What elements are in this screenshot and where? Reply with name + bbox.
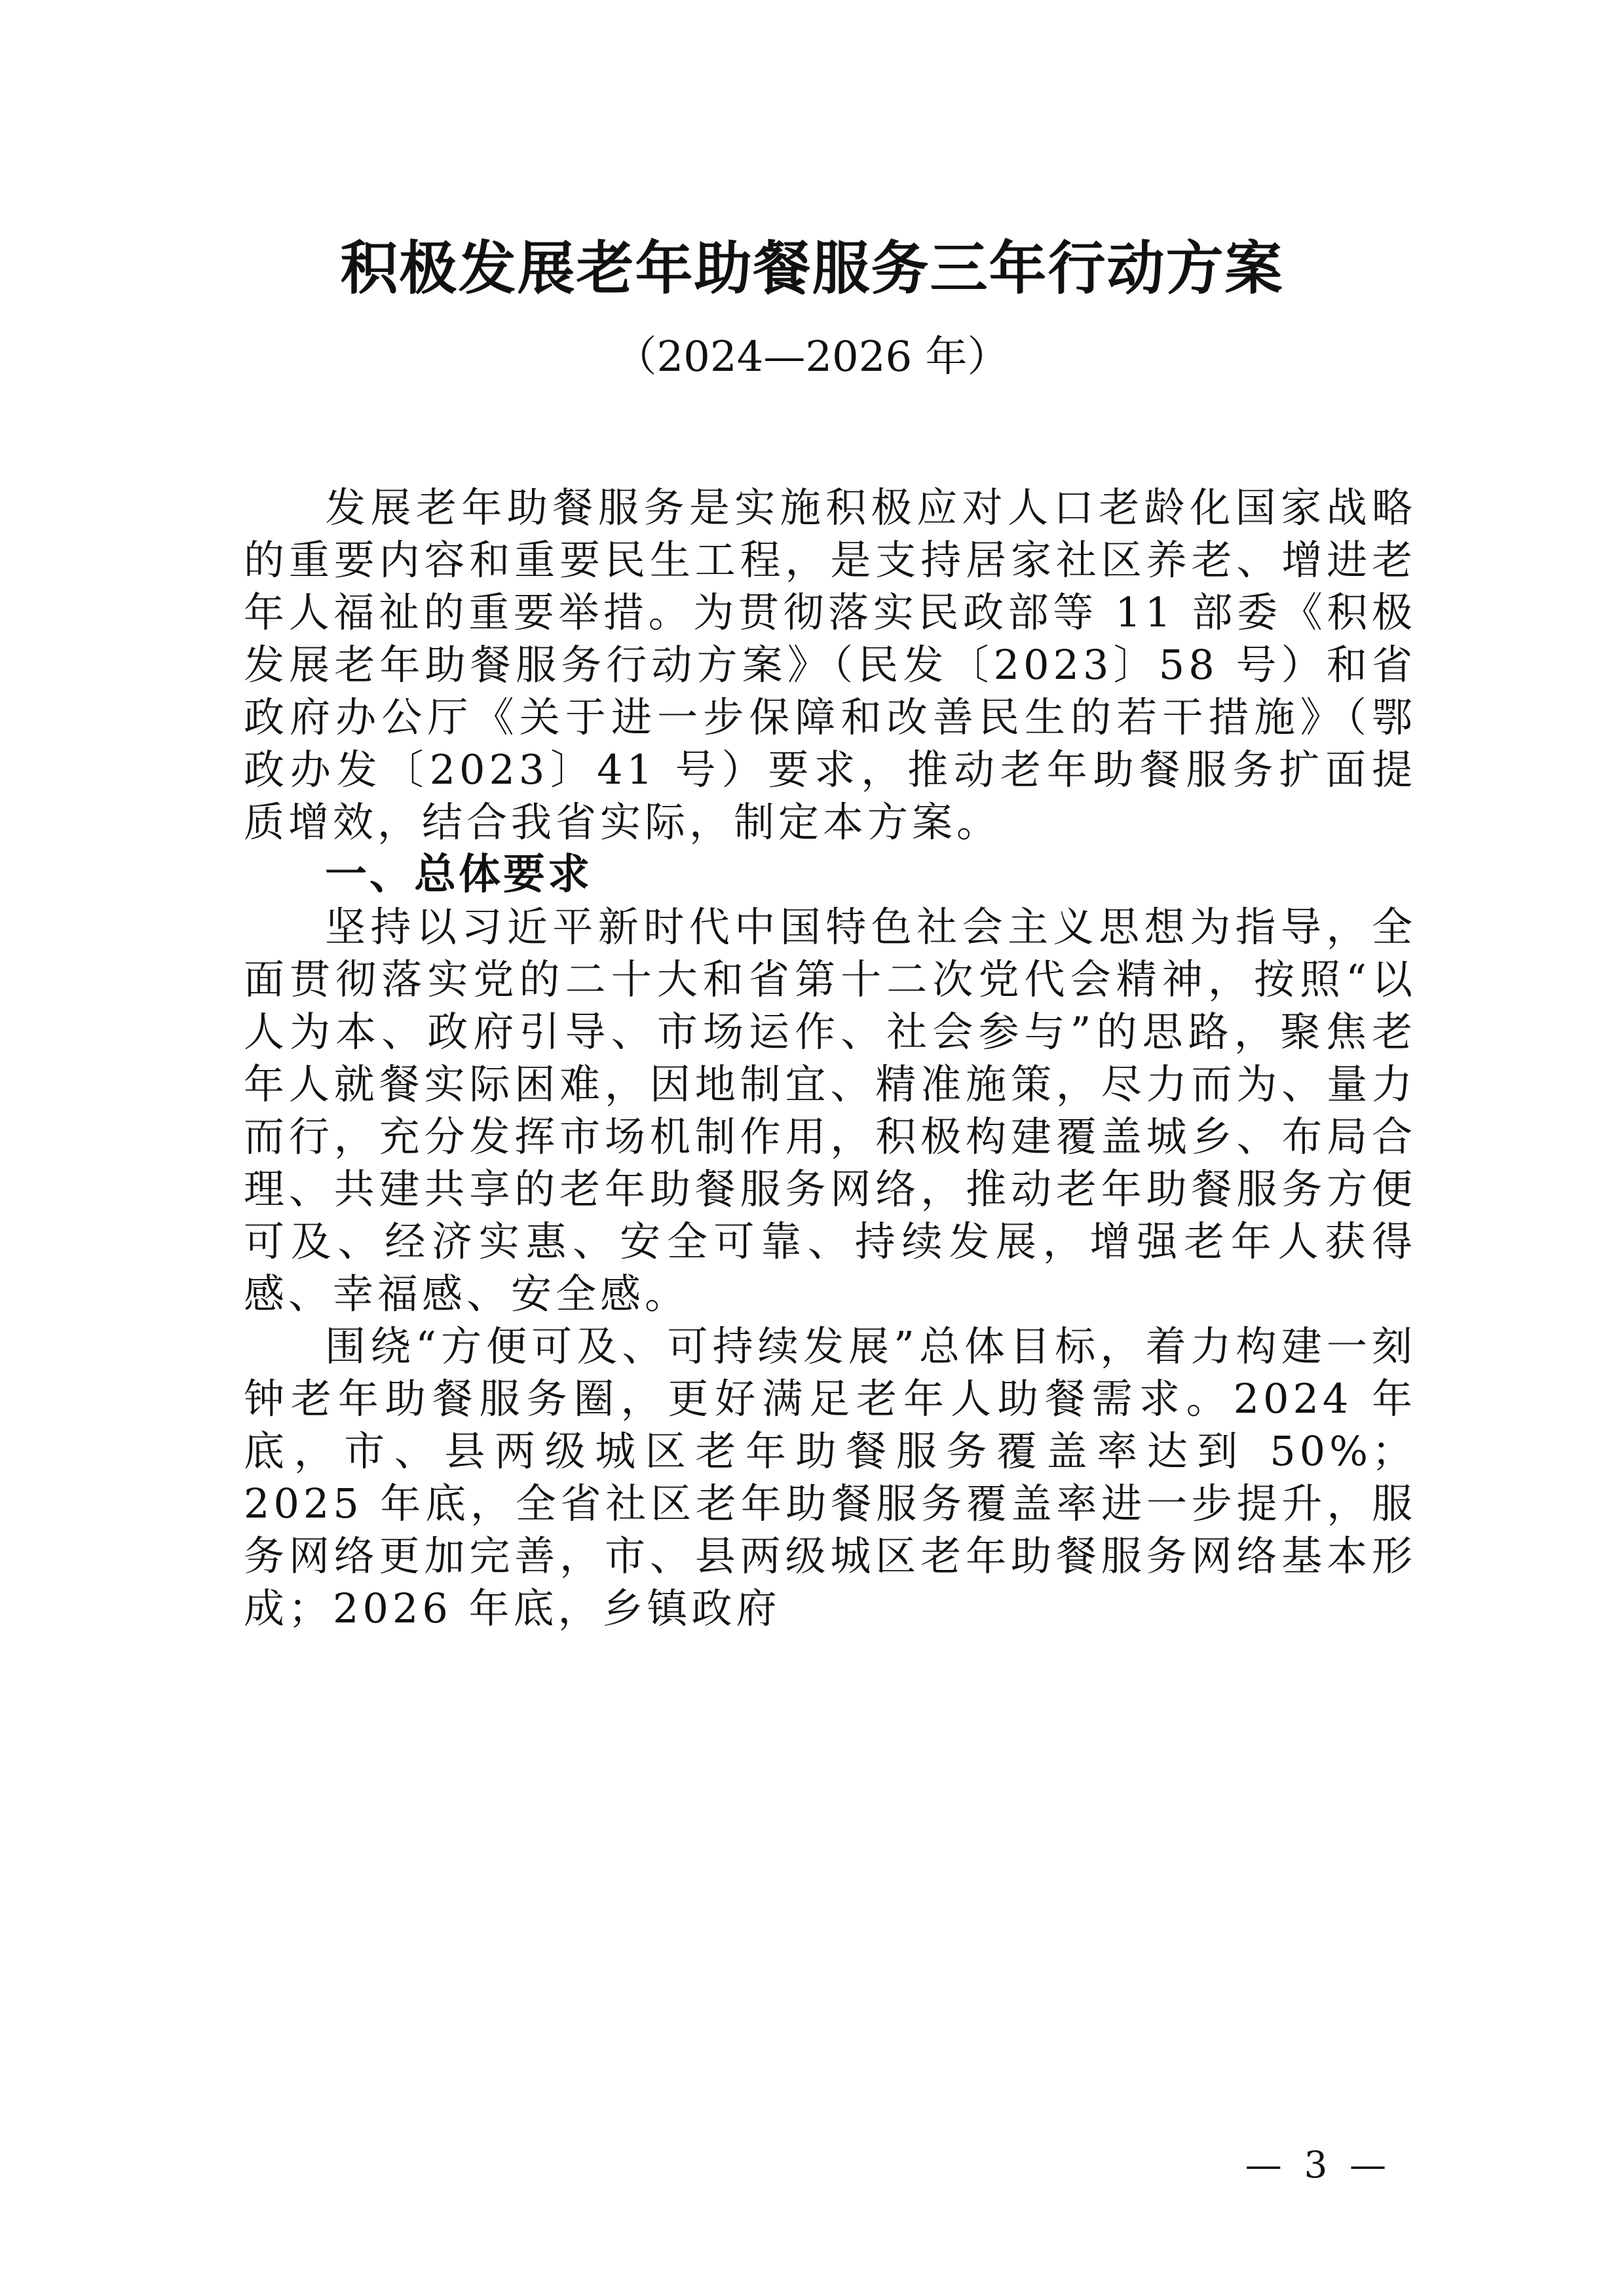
guiding-principle-paragraph: 坚持以习近平新时代中国特色社会主义思想为指导，全面贯彻落实党的二十大和省第十二次党代会精神，按照“以人为本、政府引导、市场运作、社会参与”的思路，聚焦老年人就餐实际困难，因地制宜、精准施策，尽力而为、量力而行，充分发挥市场机制作用，积极构建覆盖城乡、布局合理、共建共享的老年助餐服务网络，推动老年助餐服务方便可及、经济实惠、安全可靠、持续发展，增强老年人获得感、幸福感、安全感。: [244, 903, 1416, 1318]
intro-paragraph: 发展老年助餐服务是实施积极应对人口老龄化国家战略的重要内容和重要民生工程，是支持居家社区养老、增进老年人福祉的重要举措。为贯彻落实民政部等 11 部委《积极发展老年助餐服务行动方案》（民发〔2023〕58 号）和省政府办公厅《关于进一步保障和改善民生的若干措施》（鄂政办发〔2023〕41 号）要求，推动老年助餐服务扩面提质增效，结合我省实际，制定本方案。: [244, 484, 1416, 846]
document-body: [244, 482, 1416, 1635]
document-subtitle: （2024—2026 年）: [614, 333, 1010, 381]
goals-paragraph: 围绕“方便可及、可持续发展”总体目标，着力构建一刻钟老年助餐服务圈，更好满足老年人助餐需求。2024 年底，市、县两级城区老年助餐服务覆盖率达到 50%；2025 年底，全省社区老年助餐服务覆盖率进一步提升，服务网络更加完善，市、县两级城区老年助餐服务网络基本形成；2026 年底，乡镇政府: [244, 1322, 1416, 1632]
page-number: — 3 —: [1245, 2144, 1391, 2187]
document-title: 积极发展老年助餐服务三年行动方案: [340, 235, 1284, 302]
section-heading: 一、总体要求: [325, 851, 592, 899]
